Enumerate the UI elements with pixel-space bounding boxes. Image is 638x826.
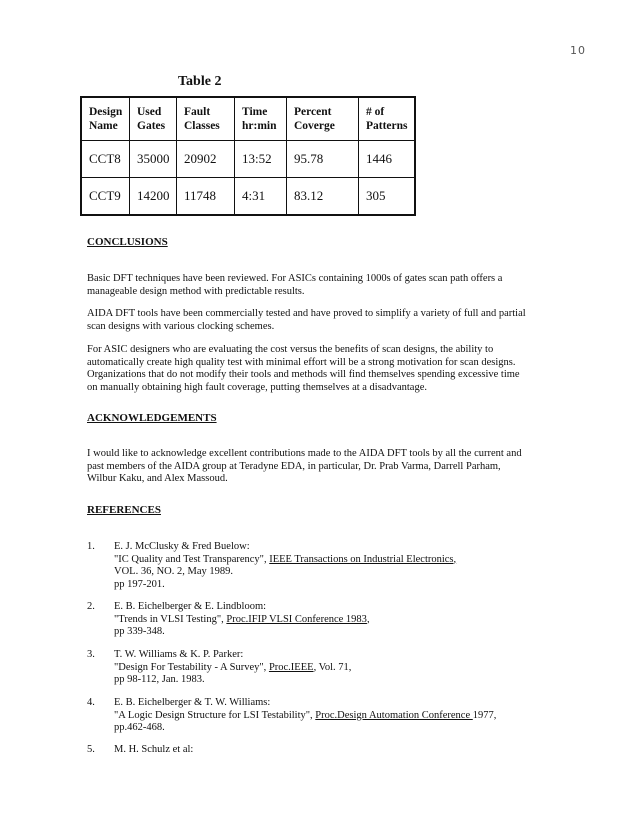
reference-venue: IEEE Transactions on Industrial Electronics, xyxy=(269,553,457,565)
reference-authors: T. W. Williams & K. P. Parker: xyxy=(114,649,244,660)
header-time: Time hr:min xyxy=(235,97,287,141)
reference-authors: E. B. Eichelberger & T. W. Williams: xyxy=(114,697,271,708)
table-cell: CCT8 xyxy=(81,141,130,178)
reference-number: 1. xyxy=(87,541,95,552)
reference-venue-tail: , xyxy=(366,613,370,625)
conclusions-paragraph-3-wrap xyxy=(87,344,527,394)
reference-pages: pp.462-468. xyxy=(114,722,165,733)
conclusions-paragraph: Basic DFT techniques have been reviewed. For ASICs containing 1000s of gates scan path offers a manageable design method with predictable results. xyxy=(87,273,503,297)
reference-authors: E. B. Eichelberger & E. Lindbloom: xyxy=(114,601,267,612)
results-table xyxy=(80,96,416,216)
table-cell: 305 xyxy=(359,178,415,216)
table-cell: 4:31 xyxy=(235,178,287,216)
conclusions-paragraph: AIDA DFT tools have been commercially tested and have proved to simplify a variety of full and partial scan designs with various clocking schemes. xyxy=(87,308,526,332)
reference-pages: pp 339-348. xyxy=(114,626,165,637)
reference-title: "Trends in VLSI Testing", xyxy=(114,613,227,625)
acknowledgements-heading: ACKNOWLEDGEMENTS xyxy=(87,412,217,424)
table-cell: 83.12 xyxy=(287,178,359,216)
reference-number: 2. xyxy=(87,601,95,612)
header-used-gates: Used Gates xyxy=(130,97,177,141)
reference-venue-tail: 1977, xyxy=(472,709,497,721)
table-cell: 35000 xyxy=(130,141,177,178)
reference-volume: VOL. 36, NO. 2, May 1989. xyxy=(114,566,233,577)
table-cell: 13:52 xyxy=(235,141,287,178)
acknowledgements-section xyxy=(87,412,527,425)
header-design-name: Design Name xyxy=(81,97,130,141)
reference-pages: pp 98-112, Jan. 1983. xyxy=(114,674,205,685)
conclusions-heading: CONCLUSIONS xyxy=(87,236,168,248)
table-row xyxy=(81,141,415,178)
table-cell: 20902 xyxy=(177,141,235,178)
table-cell: 14200 xyxy=(130,178,177,216)
table-cell: 1446 xyxy=(359,141,415,178)
reference-pages: pp 197-201. xyxy=(114,578,165,590)
conclusions-paragraph-2-wrap xyxy=(87,308,527,333)
reference-authors: M. H. Schulz et al: xyxy=(114,744,194,755)
table-title: Table 2 xyxy=(178,74,222,89)
reference-title: "A Logic Design Structure for LSI Testability", xyxy=(114,709,316,721)
table-row xyxy=(81,178,415,216)
reference-title: "IC Quality and Test Transparency", xyxy=(114,553,270,565)
reference-number: 3. xyxy=(87,649,95,660)
table-cell: 95.78 xyxy=(287,141,359,178)
table-header-row xyxy=(81,97,415,141)
references-heading: REFERENCES xyxy=(87,504,161,516)
conclusions-paragraph-1-wrap xyxy=(87,273,527,298)
reference-venue-tail: , Vol. 71, xyxy=(313,661,352,673)
reference-venue: Proc.Design Automation Conference xyxy=(315,709,473,721)
references-section xyxy=(87,504,527,517)
header-percent-coverage: Percent Coverge xyxy=(287,97,359,141)
reference-venue: Proc.IFIP VLSI Conference 1983 xyxy=(226,613,367,625)
conclusions-section xyxy=(87,236,527,249)
acknowledgements-paragraph-wrap xyxy=(87,448,527,486)
reference-authors: E. J. McClusky & Fred Buelow: xyxy=(114,541,250,552)
conclusions-paragraph: For ASIC designers who are evaluating the cost versus the benefits of scan designs, the ability to automatically create high quality test with minimal effort will be a strong motivation for scan designs. Organizations that do not modify their tools and methods will find themselves spending excessive time on manually obtaining high fault coverage, putting themselves at a disadvantage. xyxy=(87,344,520,393)
table-cell: CCT9 xyxy=(81,178,130,216)
header-fault-classes: Fault Classes xyxy=(177,97,235,141)
page-number: 10 xyxy=(570,44,586,57)
reference-venue: Proc.IEEE xyxy=(268,661,314,673)
reference-number: 5. xyxy=(87,744,95,755)
reference-title: "Design For Testability - A Survey", xyxy=(114,661,269,673)
reference-number: 4. xyxy=(87,697,95,708)
header-patterns: # of Patterns xyxy=(359,97,415,141)
acknowledgements-paragraph: I would like to acknowledge excellent contributions made to the AIDA DFT tools by all the current and past members of the AIDA group at Teradyne EDA, in particular, Dr. Prab Varma, Darrell Parham, Wilbur Kaku, and Alex Massoud. xyxy=(87,448,522,484)
table-cell: 11748 xyxy=(177,178,235,216)
